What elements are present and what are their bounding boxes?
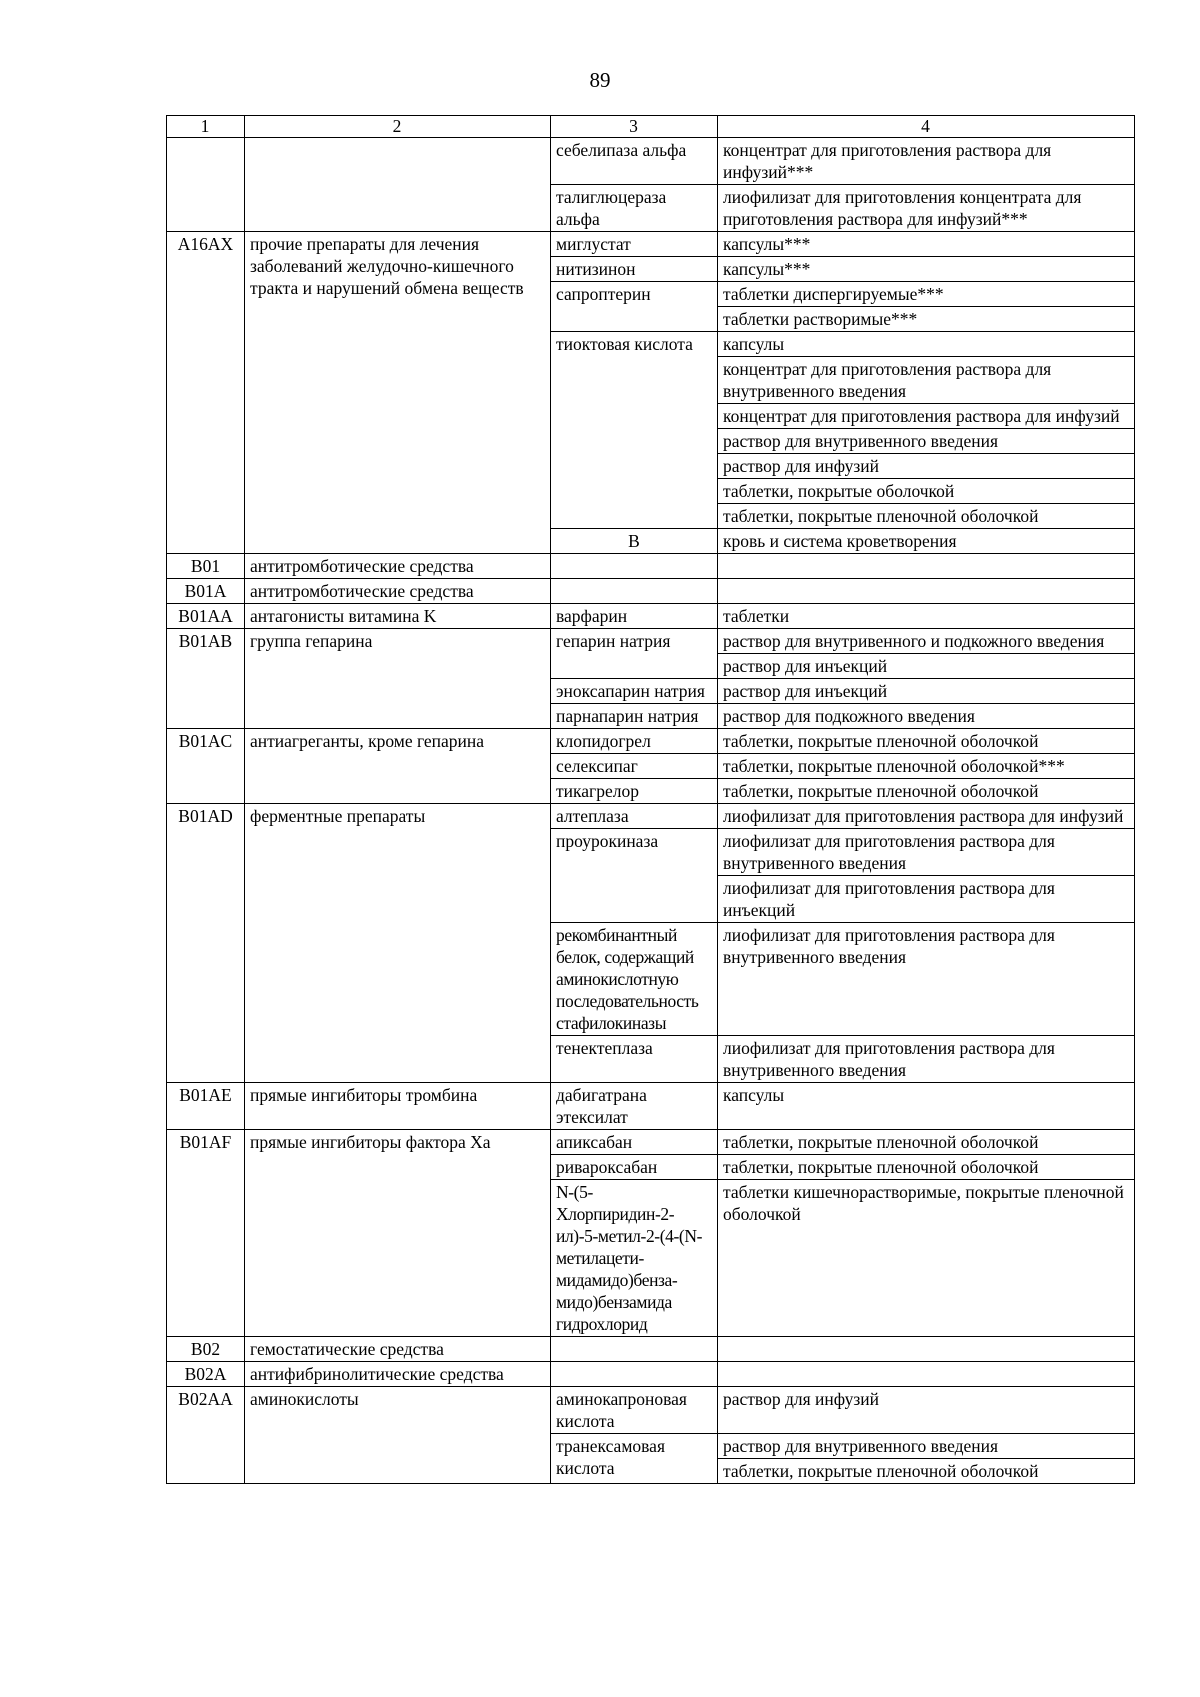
drug-name: миглустат — [551, 232, 718, 257]
column-header-1: 1 — [167, 116, 245, 138]
dosage-form: таблетки, покрытые оболочкой — [718, 479, 1135, 504]
atc-code: B01AF — [167, 1130, 245, 1337]
dosage-form: таблетки, покрытые пленочной оболочкой — [718, 729, 1135, 754]
drug-name: ривароксабан — [551, 1155, 718, 1180]
group-title: кровь и система кроветворения — [718, 529, 1135, 554]
dosage-form: раствор для подкожного введения — [718, 704, 1135, 729]
atc-code: B01AE — [167, 1083, 245, 1130]
group-title: прямые ингибиторы фактора Xa — [245, 1130, 551, 1337]
group-title: прочие препараты для лечения заболеваний желудочно-кишечного тракта и нарушений обмена веществ — [245, 232, 551, 554]
table-row — [167, 729, 1135, 754]
dosage-form-empty — [718, 579, 1135, 604]
dosage-form: лиофилизат для приготовления концентрата для приготовления раствора для инфузий*** — [718, 185, 1135, 232]
drug-name: гепарин натрия — [551, 629, 718, 679]
atc-code: B01AD — [167, 804, 245, 1083]
table-row — [167, 579, 1135, 604]
drug-name: тенектеплаза — [551, 1036, 718, 1083]
drug-name: тиоктовая кислота — [551, 332, 718, 529]
dosage-form: концентрат для приготовления раствора для инфузий — [718, 404, 1135, 429]
table-row — [167, 629, 1135, 654]
drug-name: транексамовая кислота — [551, 1434, 718, 1484]
dosage-form: раствор для инфузий — [718, 1387, 1135, 1434]
table-row — [167, 1083, 1135, 1130]
table-row — [167, 1130, 1135, 1155]
drug-name: эноксапарин натрия — [551, 679, 718, 704]
dosage-form: таблетки диспергируемые*** — [718, 282, 1135, 307]
atc-code: B02A — [167, 1362, 245, 1387]
atc-code: B — [551, 529, 718, 554]
dosage-form: лиофилизат для приготовления раствора для инфузий — [718, 804, 1135, 829]
code-cell — [167, 138, 245, 232]
group-title: антиагреганты, кроме гепарина — [245, 729, 551, 804]
group-title: антифибринолитические средства — [245, 1362, 551, 1387]
drug-name: варфарин — [551, 604, 718, 629]
table-row — [167, 604, 1135, 629]
page-number: 89 — [589, 68, 611, 92]
drug-name: нитизинон — [551, 257, 718, 282]
dosage-form-empty — [718, 1337, 1135, 1362]
column-header-4: 4 — [718, 116, 1135, 138]
atc-code: B02 — [167, 1337, 245, 1362]
drug-name: селексипаг — [551, 754, 718, 779]
dosage-form: капсулы*** — [718, 257, 1135, 282]
dosage-form-empty — [718, 554, 1135, 579]
dosage-form: раствор для инъекций — [718, 654, 1135, 679]
table-row — [167, 1337, 1135, 1362]
dosage-form: лиофилизат для приготовления раствора для внутривенного введения — [718, 829, 1135, 876]
dosage-form: таблетки, покрытые пленочной оболочкой — [718, 504, 1135, 529]
drug-name-empty — [551, 579, 718, 604]
drug-name-empty — [551, 1337, 718, 1362]
dosage-form: капсулы — [718, 332, 1135, 357]
drug-name: апиксабан — [551, 1130, 718, 1155]
group-title: аминокислоты — [245, 1387, 551, 1484]
drug-name-empty — [551, 554, 718, 579]
dosage-form: раствор для внутривенного введения — [718, 1434, 1135, 1459]
dosage-form: капсулы*** — [718, 232, 1135, 257]
atc-code: B01AC — [167, 729, 245, 804]
dosage-form: раствор для инъекций — [718, 679, 1135, 704]
table-row — [167, 1362, 1135, 1387]
drug-table — [166, 115, 1135, 1484]
drug-name: клопидогрел — [551, 729, 718, 754]
group-title: ферментные препараты — [245, 804, 551, 1083]
column-header-3: 3 — [551, 116, 718, 138]
group-title: гемостатические средства — [245, 1337, 551, 1362]
table-row — [167, 554, 1135, 579]
table-row — [167, 1387, 1135, 1434]
dosage-form: таблетки, покрытые пленочной оболочкой — [718, 1155, 1135, 1180]
atc-code: B01AB — [167, 629, 245, 729]
drug-name: себелипаза альфа — [551, 138, 718, 185]
dosage-form: таблетки, покрытые пленочной оболочкой — [718, 1130, 1135, 1155]
dosage-form: капсулы — [718, 1083, 1135, 1130]
drug-name: талиглюцераза альфа — [551, 185, 718, 232]
dosage-form: раствор для внутривенного введения — [718, 429, 1135, 454]
dosage-form: раствор для инфузий — [718, 454, 1135, 479]
dosage-form: таблетки — [718, 604, 1135, 629]
table-row — [167, 232, 1135, 257]
dosage-form: таблетки растворимые*** — [718, 307, 1135, 332]
drug-name: алтеплаза — [551, 804, 718, 829]
drug-name: тикагрелор — [551, 779, 718, 804]
dosage-form: таблетки, покрытые пленочной оболочкой*** — [718, 754, 1135, 779]
dosage-form: раствор для внутривенного и подкожного введения — [718, 629, 1135, 654]
group-title: антитромботические средства — [245, 579, 551, 604]
drug-name-empty — [551, 1362, 718, 1387]
dosage-form: лиофилизат для приготовления раствора для внутривенного введения — [718, 1036, 1135, 1083]
atc-code: A16AX — [167, 232, 245, 554]
dosage-form: таблетки, покрытые пленочной оболочкой — [718, 779, 1135, 804]
table-header-row — [167, 116, 1135, 138]
atc-code: B01A — [167, 579, 245, 604]
dosage-form: лиофилизат для приготовления раствора для внутривенного введения — [718, 923, 1135, 1036]
atc-code: B01 — [167, 554, 245, 579]
drug-name: аминокапроновая кислота — [551, 1387, 718, 1434]
table-row — [167, 804, 1135, 829]
group-title: антагонисты витамина K — [245, 604, 551, 629]
dosage-form-empty — [718, 1362, 1135, 1387]
atc-code: B02AA — [167, 1387, 245, 1484]
dosage-form: концентрат для приготовления раствора для инфузий*** — [718, 138, 1135, 185]
drug-name: парнапарин натрия — [551, 704, 718, 729]
group-title-cell — [245, 138, 551, 232]
column-header-2: 2 — [245, 116, 551, 138]
group-title: группа гепарина — [245, 629, 551, 729]
table-row — [167, 138, 1135, 185]
drug-name: рекомбинантный белок, содержащий аминокислотную последовательность стафилокиназы — [551, 923, 718, 1036]
dosage-form: таблетки кишечнорастворимые, покрытые пленочной оболочкой — [718, 1180, 1135, 1337]
group-title: антитромботические средства — [245, 554, 551, 579]
dosage-form: таблетки, покрытые пленочной оболочкой — [718, 1459, 1135, 1484]
drug-name: сапроптерин — [551, 282, 718, 332]
group-title: прямые ингибиторы тромбина — [245, 1083, 551, 1130]
atc-code: B01AA — [167, 604, 245, 629]
dosage-form: лиофилизат для приготовления раствора для инъекций — [718, 876, 1135, 923]
dosage-form: концентрат для приготовления раствора для внутривенного введения — [718, 357, 1135, 404]
drug-name: дабигатрана этексилат — [551, 1083, 718, 1130]
drug-name: N-(5-Хлорпиридин-2-ил)-5-метил-2-(4-(N-метилацети-мидамидо)бенза-мидо)бензамида гидрохлорид — [551, 1180, 718, 1337]
drug-name: проурокиназа — [551, 829, 718, 923]
